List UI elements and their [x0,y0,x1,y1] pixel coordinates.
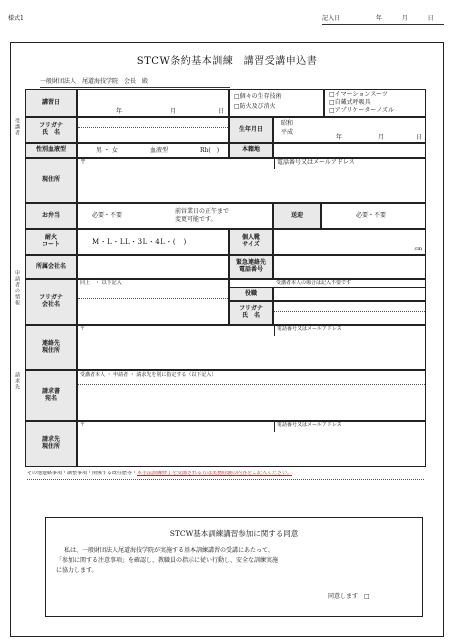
dispatch-not-required-note: 受講者本人の場合は記入不要です [276,280,352,286]
contact-name-label [229,301,273,325]
blood-type-label: 血液型 [150,147,169,154]
name-furigana-label: フリガナ [39,122,63,130]
course-date-year: 年 [116,108,123,115]
consent-title: STCW基本訓練講習参加に関する同意 [169,529,299,538]
entry-date-year: 年 [375,15,382,22]
course-date-field[interactable] [77,89,229,117]
consent-box [45,517,423,617]
invoice-billing-label: 請求先 [41,436,60,444]
page-title: STCW条約基本訓練 講習受講申込書 [136,55,318,67]
shoe-size-label-1: 個人靴 [241,234,260,242]
pickup-label: 送迎 [273,203,321,229]
remarks-red-note: 本手法訓練修了を受講される方は実務経験の内容をご記入ください。 [137,471,293,476]
form-number: 様式1 [8,15,24,22]
contact-kanji-label: 氏 名 [241,312,260,319]
shoe-size-label [229,229,273,255]
company-field[interactable] [77,255,229,279]
entry-date-day: 日 [427,15,434,22]
invoice-name-label [25,370,77,421]
lunch-note-changeable: 変更可能です。 [175,216,217,223]
emergency-label-2: 電話番号 [238,266,263,273]
pickup-field[interactable] [321,203,426,229]
domicile-label: 本籍地 [229,143,273,158]
fire-coat-sizes: M・L・LL・3L・4L・( ) [92,238,187,246]
address-postal-mark: 〒 [80,159,87,166]
address-label: 現住所 [25,158,77,203]
gender-blood-label: 性別血液型 [25,143,77,158]
rh-factor: Rh( ) [200,147,220,154]
side-label-applicant: 受講者 [14,118,20,136]
fire-coat-label-2: コート [41,241,60,248]
course-select-right [324,89,426,117]
name-label [25,117,77,143]
course-date-label: 講習日 [25,89,77,117]
shoe-size-unit: cm [414,245,422,252]
invoice-address-label [25,421,77,467]
contact-furigana-label: フリガナ [239,305,263,313]
company-label: 所属会社名 [25,255,77,279]
invoice-current-address-label: 現住所 [41,443,60,450]
course-option-firefighting[interactable]: □防火及び消火 [234,102,276,110]
dispatch-company-field[interactable] [77,279,229,325]
pickup-options: 必要・不要 [356,212,387,219]
dispatch-contact-label: 連絡先 [41,339,60,347]
role-label: 役職 [229,287,273,301]
name-kanji-label: 氏 名 [41,129,60,136]
gender-blood-field[interactable] [77,143,229,158]
dispatch-postal-mark: 〒 [80,326,86,332]
birth-label: 生年月日 [229,117,273,143]
shoe-size-label-2: サイズ [242,241,260,248]
invoice-label: 請求書 [41,387,60,395]
dispatch-address-field[interactable] [77,325,426,370]
birth-day: 日 [416,134,423,141]
fire-coat-label [25,229,77,255]
address-field[interactable] [77,158,426,203]
entry-date-month: 月 [401,15,408,22]
consent-line-3: に協力します。 [56,567,98,574]
course-date-month: 月 [170,108,177,115]
course-date-day: 日 [218,108,225,115]
emergency-label-1: 緊急連絡先 [235,259,266,267]
lunch-field[interactable] [77,203,273,229]
birth-era-showa: 昭和 [281,120,294,127]
dispatch-current-address-label: 現住所 [41,346,60,354]
dispatch-phone-label: 電話番号又はメールアドレス [277,326,342,332]
dispatch-company-name-label: 会社名 [41,301,60,308]
course-select-left [229,89,324,117]
invoice-recipient-options[interactable]: 受講者本人 ・ 申請者 ・ 請求先を別に指定する（以下記入） [80,372,217,378]
invoice-addressee-label: 宛名 [44,394,57,402]
entry-date-label: 記入日 [322,15,341,22]
role-field[interactable] [273,287,426,301]
course-option-breathing-apparatus[interactable]: □自蔵式呼吸具 [329,99,371,107]
name-field[interactable] [77,117,229,143]
address-phone-label: 電話番号又はメールアドレス [277,159,355,166]
dispatch-same-as-above[interactable]: 同上 ・ 以下記入 [80,280,122,286]
course-option-applicator-nozzle[interactable]: □アプリケーターノズル [329,107,394,115]
lunch-options: 必要・不要 [92,212,123,219]
invoice-name-field[interactable] [77,370,426,421]
remarks-label: その他連絡事項・調整事項・関係する既往歴等・ [27,471,138,476]
course-option-immersion-suit[interactable]: □イマーションスーツ [329,91,388,98]
side-label-billing: 請求先 [14,372,20,390]
consent-line-2: 「参加に関する注意事項」を確認し、教職員の指示に従い行動し、安全な訓練実施 [56,557,279,564]
contact-name-field[interactable] [273,301,426,325]
birth-era-heisei: 平成 [281,129,294,136]
remarks-note [27,471,424,477]
entry-date [322,16,444,25]
side-label-dispatcher: 申請者の情報 [14,270,20,306]
fire-coat-label-1: 耐火 [44,234,57,242]
dispatch-address-label [25,325,77,370]
domicile-field[interactable] [273,143,426,158]
gender-options: 男 ・ 女 [96,147,118,154]
addressee: 一般財団法人 尾道海技学院 会長 殿 [40,79,230,88]
lunch-label: お弁当 [25,203,77,229]
emergency-phone-label [229,255,273,279]
invoice-address-field[interactable] [77,421,426,467]
consent-agree-checkbox[interactable]: 同意します □ [328,593,370,600]
shoe-size-field[interactable] [273,229,426,255]
fire-coat-size-field[interactable] [77,229,229,255]
dispatch-company-label [25,279,77,325]
birth-field[interactable] [273,117,426,143]
emergency-phone-field[interactable] [273,255,426,279]
course-option-survival[interactable]: □個々の生存技術 [234,93,282,100]
invoice-postal-mark: 〒 [80,422,86,428]
consent-line-1: 私は、一般財団法人尾道海技学院が実施する基本訓練講習の受講にあたって、 [64,547,274,554]
invoice-phone-label: 電話番号又はメールアドレス [277,422,342,428]
dispatch-furigana-label: フリガナ [39,294,63,302]
lunch-note-deadline: 前営業日の正午まで [175,208,230,215]
birth-year: 年 [336,134,343,141]
birth-month: 月 [378,134,385,141]
